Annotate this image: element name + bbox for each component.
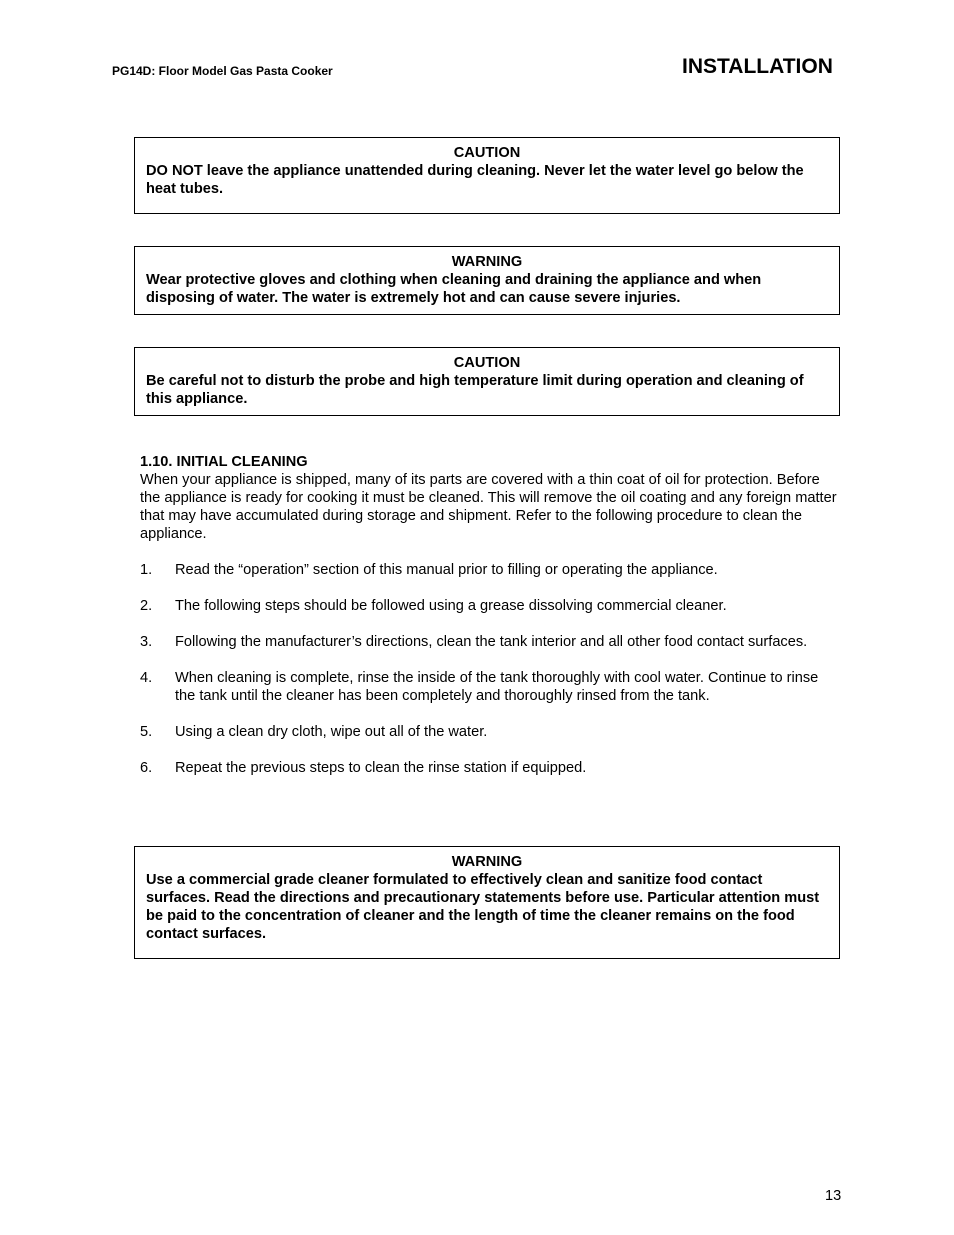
notice-title: WARNING — [451, 254, 523, 270]
notice-body: Wear protective gloves and clothing when cleaning and draining the appliance and when disposing of water. The water is extremely hot and can cause severe injuries. — [146, 272, 762, 306]
notice-body: Use a commercial grade cleaner formulated to effectively clean and sanitize food contact surfaces. Read the directions and precautionary statements before use. Particular attention must be paid to the concentration of cleaner and the length of time the cleaner remains on the food contact surfaces. — [146, 872, 820, 942]
caution-notice-probe — [134, 347, 840, 416]
step-number: 6. — [140, 760, 153, 776]
initial-cleaning-section — [140, 453, 840, 795]
step-text: Using a clean dry cloth, wipe out all of the water. — [175, 724, 488, 740]
step-number: 2. — [140, 598, 153, 614]
notice-body: Be careful not to disturb the probe and high temperature limit during operation and cleaning of this appliance. — [146, 373, 804, 407]
warning-notice-protective-gear — [134, 246, 840, 315]
section-title: INSTALLATION — [682, 55, 833, 78]
step-number: 4. — [140, 670, 153, 686]
section-intro: When your appliance is shipped, many of its parts are covered with a thin coat of oil for protection. Before the appliance is ready for cooking it must be cleaned. This will remove the oil coating and any foreign matter that may have accumulated during storage and shipment. Refer to the following procedure to clean the appliance. — [140, 472, 837, 542]
list-item — [140, 633, 840, 651]
step-number: 5. — [140, 724, 153, 740]
caution-notice-cleaning — [134, 137, 840, 214]
notice-title: WARNING — [451, 854, 523, 870]
section-heading: 1.10. INITIAL CLEANING — [140, 454, 308, 470]
step-text: Repeat the previous steps to clean the rinse station if equipped. — [175, 760, 587, 776]
step-text: Read the “operation” section of this manual prior to filling or operating the appliance. — [175, 562, 718, 578]
notice-title: CAUTION — [453, 355, 521, 371]
list-item — [140, 597, 840, 615]
page-number: 13 — [825, 1188, 842, 1204]
step-text: The following steps should be followed using a grease dissolving commercial cleaner. — [175, 598, 727, 614]
step-number: 1. — [140, 562, 153, 578]
step-text: Following the manufacturer’s directions, clean the tank interior and all other food contact surfaces. — [175, 634, 808, 650]
step-text: When cleaning is complete, rinse the inside of the tank thoroughly with cool water. Continue to rinse the tank until the cleaner has been completely and thoroughly rinsed from the tank. — [175, 670, 819, 704]
list-item — [140, 669, 840, 705]
list-item — [140, 759, 840, 777]
cleaning-steps-list — [140, 561, 840, 777]
list-item — [140, 723, 840, 741]
document-title: PG14D: Floor Model Gas Pasta Cooker — [112, 64, 333, 78]
warning-notice-cleaner — [134, 846, 840, 959]
list-item — [140, 561, 840, 579]
notice-body: DO NOT leave the appliance unattended during cleaning. Never let the water level go below the heat tubes. — [146, 163, 804, 197]
notice-title: CAUTION — [453, 145, 521, 161]
step-number: 3. — [140, 634, 153, 650]
